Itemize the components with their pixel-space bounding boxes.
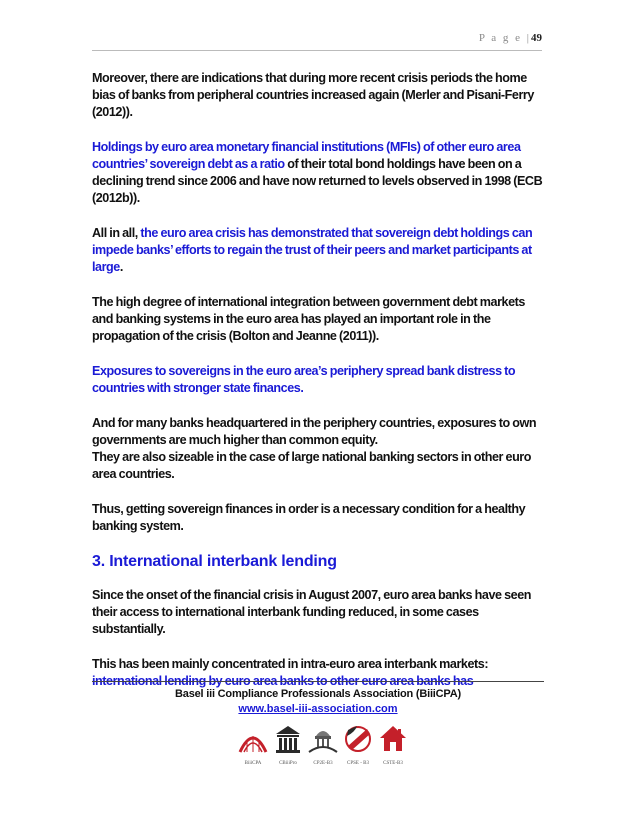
logo-cste-b3 (378, 722, 408, 766)
logo-label: BiiiCPA (244, 761, 262, 766)
paragraph (92, 294, 544, 345)
paragraphs-after-section (92, 587, 544, 690)
footer-organization: Basel iii Compliance Professionals Association (BiiiCPA) (175, 688, 461, 700)
logo-biiicpa (238, 722, 268, 766)
body-text: All in all, (92, 226, 141, 240)
house-icon (378, 722, 408, 758)
logo-label: CBiiiPro (279, 761, 297, 766)
logo-label: CPSE - B3 (347, 761, 369, 766)
body-text: . (119, 260, 123, 274)
logo-label: CSTE-B3 (383, 761, 403, 766)
footer (92, 686, 544, 716)
paragraph (92, 225, 544, 276)
header-divider (92, 50, 542, 51)
body-text: of their total bond holdings have been on a declining trend since 2006 and have now returned to levels observed in 1998 (ECB (2012b)). (92, 157, 543, 205)
body-text: Since the onset of the financial crisis in August 2007, euro area banks have seen their access to international interbank funding reduced, in some cases substantially. (92, 588, 532, 636)
footer-divider (92, 681, 544, 682)
paragraph (92, 139, 544, 207)
section-heading: 3. International interbank lending (92, 553, 337, 570)
highlighted-text: international lending by euro area banks to other euro area banks has (92, 674, 474, 688)
logo-cp2e-b3 (308, 722, 338, 766)
paragraph (92, 501, 544, 535)
paragraph (92, 656, 544, 690)
page-label: P a g e (478, 32, 523, 44)
page-header (479, 32, 542, 44)
paragraph (92, 415, 544, 483)
highlighted-text: Holdings by euro area monetary financial institutions (MFIs) of other euro area countries’ sovereign debt as a ratio (92, 140, 521, 171)
paragraph (92, 587, 544, 638)
highlighted-text: Exposures to sovereigns in the euro area’s periphery spread bank distress to countries with stronger state finances. (92, 364, 516, 395)
paragraph (92, 70, 544, 121)
logo-cbiiipro (273, 722, 303, 766)
body-text: And for many banks headquartered in the periphery countries, exposures to own governments are much higher than common equity. They are also sizeable in the case of large national banking sectors in other euro area countries. (92, 416, 537, 481)
logo-cpse-b3 (343, 722, 373, 766)
diagonal-roundel-icon (343, 722, 373, 758)
bridge-capitol-icon (308, 722, 338, 758)
bridge-arch-icon (238, 722, 268, 758)
classical-building-icon (273, 722, 303, 758)
body-text: This has been mainly concentrated in intra-euro area interbank markets: (92, 657, 489, 671)
footer-url-link[interactable]: www.basel-iii-association.com (238, 703, 398, 715)
page-separator: | (526, 32, 531, 44)
page-number: 49 (531, 32, 542, 44)
logo-strip (238, 722, 410, 778)
body-text: The high degree of international integration between government debt markets and banking systems in the euro area has played an important role in the propagation of the crisis (Bolton and Jeanne (2011)). (92, 295, 525, 343)
body-text: Moreover, there are indications that during more recent crisis periods the home bias of banks from peripheral countries increased again (Merler and Pisani-Ferry (2012)). (92, 71, 534, 119)
body-text: Thus, getting sovereign finances in order is a necessary condition for a healthy banking system. (92, 502, 526, 533)
paragraph (92, 363, 544, 397)
highlighted-text: the euro area crisis has demonstrated that sovereign debt holdings can impede banks’ efforts to regain the trust of their peers and market participants at large (92, 226, 533, 274)
document-body (92, 70, 544, 708)
paragraphs-before-section (92, 70, 544, 535)
logo-label: CP2E-B3 (313, 761, 333, 766)
